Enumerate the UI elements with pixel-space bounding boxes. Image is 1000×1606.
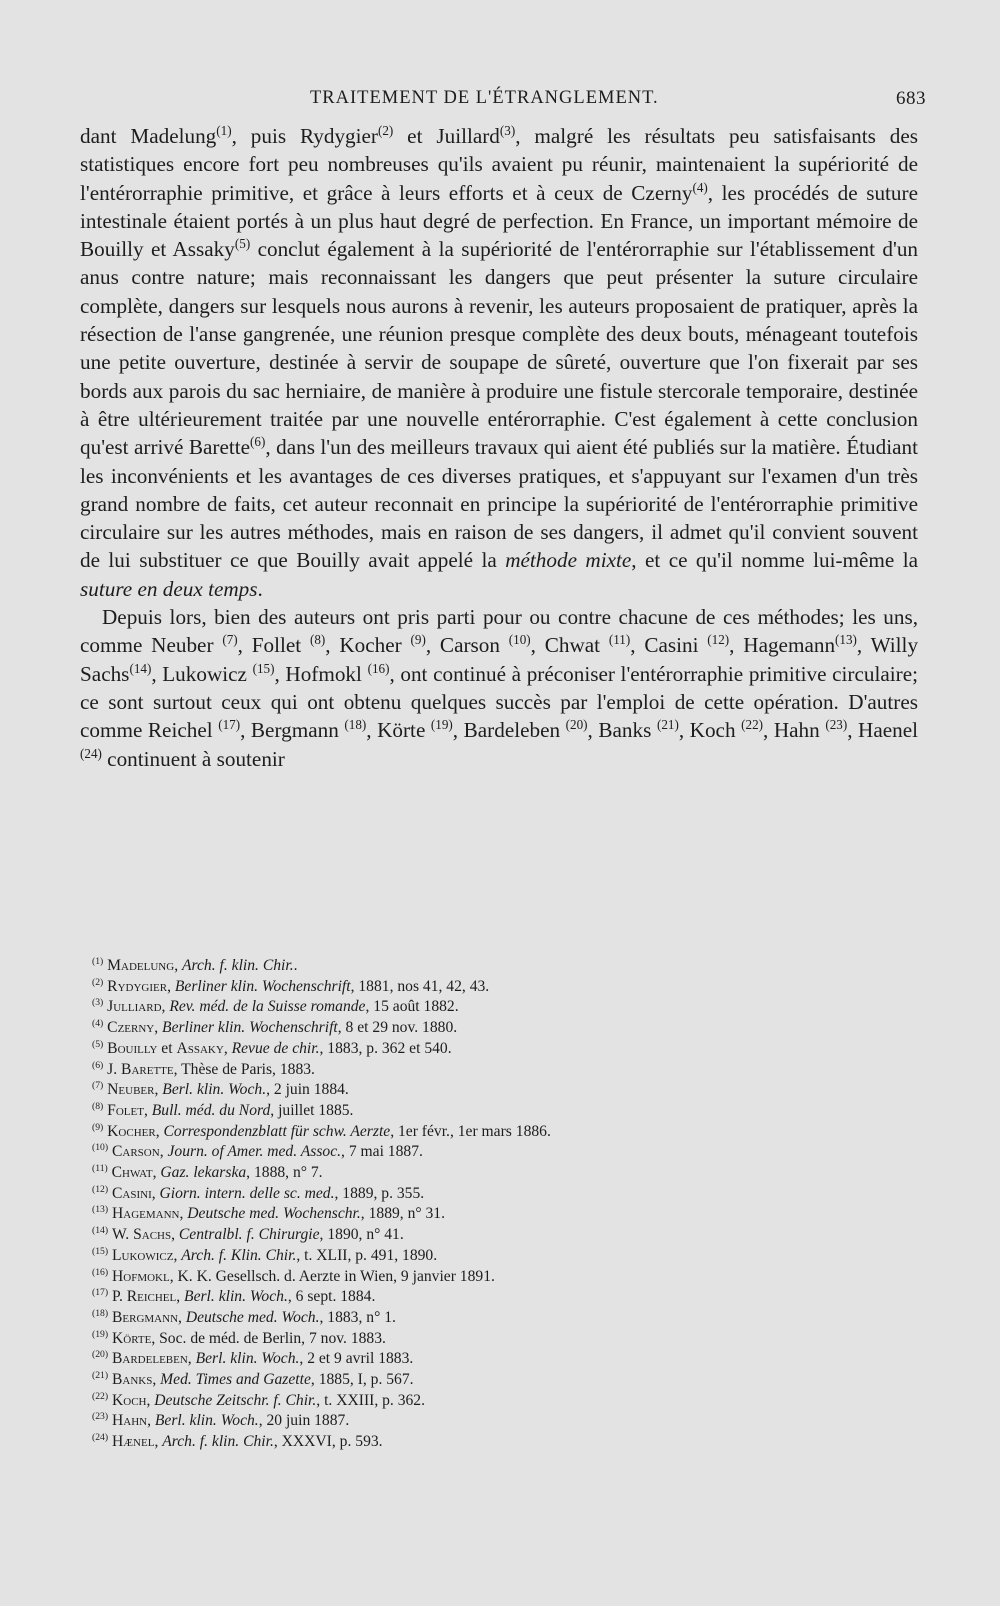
text-run: , les procédés de suture intestinale étaient portés à un plus haut degré de perfection. En France, un important mémoire de Bouilly et Assaky: [80, 180, 918, 262]
footnote-number-value: 2: [95, 976, 101, 988]
footnote-number: (17): [92, 1287, 109, 1299]
text-run: , Hahn: [763, 718, 820, 743]
footnote-4: $^{(4)}$ Czerny, Berliner klin. Wochenschrift, 8 et 29 nov. 1880.: [92, 1017, 458, 1037]
footnote-number: (1): [92, 955, 104, 967]
footnote-number: (21): [92, 1369, 109, 1381]
text-run: , dans l'un des meilleurs travaux qui aient été publiés sur la matière. Étudiant les inconvénients et les avantages de ces diverses pratiques, et s'appuyant sur l'examen d'un très grand nombre de faits, cet auteur reconnait en principe la supériorité de l'entérorraphie primitive circulaire sur les autres méthodes, mais en raison de ses dangers, il admet qu'il convient souvent de lui substituer ce que Bouilly avait appelé la: [80, 435, 918, 573]
text-run: , Kocher: [325, 633, 402, 658]
footnote-ref: (9): [410, 632, 426, 648]
footnote-journal: Centralbl. f. Chirurgie: [178, 1226, 320, 1244]
page-number: 683: [896, 88, 926, 109]
footnote-author: Körte: [112, 1329, 152, 1347]
footnote-17: $^{(17)}$ P. Reichel, Berl. klin. Woch., 6 sept. 1884.: [92, 1287, 376, 1306]
footnote-details: , 8 et 29 nov. 1880.: [337, 1019, 458, 1037]
text-run: , Carson: [425, 633, 500, 658]
footnote-details: , 1883, p. 362 et 540.: [319, 1039, 452, 1057]
footnote-ref: (3): [499, 122, 516, 138]
text-run: et Juillard: [393, 124, 500, 148]
footnote-author: Czerny: [107, 1019, 155, 1037]
footnote-journal: Berl. klin. Woch.: [184, 1288, 288, 1306]
footnote-number: (6): [92, 1059, 104, 1071]
footnote-2: $^{(2)}$ Rydygier, Berliner klin. Wochenschrift, 1881, nos 41, 42, 43.: [92, 976, 490, 995]
footnote-number: (9): [92, 1121, 104, 1133]
footnote-details: , 1889, n° 31.: [360, 1205, 446, 1223]
footnote-number-value: 5: [95, 1038, 101, 1050]
footnote-journal: Berliner klin. Wochenschrift: [162, 1019, 338, 1037]
footnote-3: $^{(3)}$ Julliard, Rev. méd. de la Suisse romande, 15 août 1882.: [92, 997, 459, 1016]
footnote-author: Casini: [112, 1184, 152, 1202]
footnote-author: Lukowicz: [112, 1246, 174, 1264]
footnote-11: $^{(11)}$ Chwat, Gaz. lekarska, 1888, n° 7.: [92, 1162, 323, 1182]
text-run: Depuis lors, bien des auteurs ont pris parti pour ou contre chacune de ces méthodes; les uns, comme Neuber: [80, 605, 918, 658]
footnote-number-value: 21: [95, 1369, 105, 1381]
footnote-number: (15): [92, 1245, 109, 1257]
footnote-ref: (18): [344, 717, 367, 733]
footnote-details: , K. K. Gesellsch. d. Aerzte in Wien, 9 janvier 1891.: [169, 1267, 495, 1285]
text-run: dant Madelung: [80, 124, 217, 148]
footnote-number-value: 20: [95, 1349, 105, 1361]
footnote-author: Hænel: [112, 1433, 155, 1451]
footnote-21: $^{(21)}$ Banks, Med. Times and Gazette, 1885, I, p. 567.: [92, 1369, 414, 1389]
footnote-ref: (11): [608, 632, 631, 648]
footnote-14: $^{(14)}$ W. Sachs, Centralbl. f. Chirurgie, 1890, n° 41.: [92, 1224, 404, 1244]
footnote-ref: (24): [80, 745, 102, 761]
footnote-ref: (7): [222, 632, 238, 648]
footnote-journal: Bull. méd. du Nord: [151, 1101, 271, 1119]
footnote-author: Rydygier: [107, 977, 168, 995]
footnote-details: , t. XXIII, p. 362.: [316, 1391, 426, 1409]
footnote-number-value: 16: [95, 1266, 105, 1278]
footnote-ref: (6): [250, 434, 266, 450]
footnote-number-value: 23: [95, 1411, 105, 1423]
footnote-ref: (22): [741, 717, 763, 733]
footnote-number-value: 12: [95, 1183, 105, 1195]
text-run: , Haenel: [847, 718, 919, 743]
footnote-author: Kocher: [107, 1122, 156, 1140]
text-run: , Hagemann: [729, 633, 836, 658]
text-run: , Bergmann: [240, 718, 339, 743]
text-run: , puis Rydygier: [231, 124, 378, 148]
footnote-author: Bouilly: [107, 1039, 158, 1057]
footnote-author: Bardeleben: [112, 1350, 188, 1368]
footnote-journal: Deutsche med. Woch.: [185, 1308, 320, 1326]
footnote-details: , 1er févr., 1er mars 1886.: [390, 1122, 551, 1140]
footnote-details: , t. XLII, p. 491, 1890.: [296, 1246, 438, 1264]
footnote-13: $^{(13)}$ Hagemann, Deutsche med. Wochenschr., 1889, n° 31.: [92, 1204, 446, 1223]
footnote-author: Madelung: [107, 957, 175, 974]
italic-term: méthode mixte: [505, 548, 632, 573]
footnote-number-value: 6: [95, 1059, 101, 1071]
text-run: , Casini: [630, 633, 699, 658]
footnote-details: , 7 mai 1887.: [341, 1143, 423, 1161]
paragraph-2: [80, 603, 918, 773]
footnote-author: Hahn: [112, 1412, 148, 1430]
footnote-19: [92, 1329, 852, 1350]
footnote-ref: (2): [377, 122, 394, 138]
footnote-number-value: 10: [95, 1142, 105, 1154]
footnote-ref: (8): [309, 632, 326, 648]
running-head: [80, 88, 926, 118]
footnote-1: $^{(1)}$ Madelung, Arch. f. klin. Chir..: [92, 955, 298, 974]
footnote-22: $^{(22)}$ Koch, Deutsche Zeitschr. f. Chir., t. XXIII, p. 362.: [92, 1390, 426, 1409]
footnote-ref: (13): [835, 632, 857, 648]
footnote-number-value: 15: [95, 1245, 105, 1257]
footnote-details: , 1883, n° 1.: [319, 1308, 396, 1326]
footnote-9: $^{(9)}$ Kocher, Correspondenzblatt für schw. Aerzte, 1er févr., 1er mars 1886.: [92, 1121, 551, 1140]
footnote-number: (8): [92, 1100, 104, 1112]
footnote-details: , Thèse de Paris, 1883.: [173, 1060, 315, 1078]
footnote-author: Folet: [107, 1101, 144, 1119]
footnote-number-value: 11: [95, 1162, 105, 1174]
footnote-number: (7): [92, 1080, 104, 1092]
footnote-ref: (15): [252, 660, 275, 676]
footnote-journal: Gaz. lekarska: [160, 1164, 247, 1182]
footnote-number-value: 22: [95, 1390, 105, 1402]
text-run: .: [257, 576, 263, 601]
footnote-number: (18): [92, 1307, 109, 1319]
footnote-details: , XXXVI, p. 593.: [273, 1433, 383, 1451]
footnote-ref: (12): [707, 632, 730, 648]
footnote-details: , 1888, n° 7.: [246, 1164, 323, 1182]
footnote-author: J. Barette: [107, 1060, 174, 1078]
footnote-journal: Berl. klin. Woch.: [162, 1081, 267, 1099]
footnote-details: , 2 et 9 avril 1883.: [299, 1350, 414, 1368]
text-run: , Banks: [587, 718, 652, 743]
footnote-number: (23): [92, 1411, 109, 1423]
footnote-number-value: 7: [95, 1080, 101, 1092]
footnote-details: , 20 juin 1887.: [258, 1412, 350, 1430]
footnote-number-value: 1: [95, 955, 101, 967]
footnote-details: , 1881, nos 41, 42, 43.: [350, 977, 490, 995]
footnote-number-value: 9: [95, 1121, 101, 1133]
footnote-20: $^{(20)}$ Bardeleben, Berl. klin. Woch., 2 et 9 avril 1883.: [92, 1349, 414, 1368]
footnote-ref: (16): [367, 660, 390, 676]
footnote-journal: Journ. of Amer. med. Assoc.: [167, 1143, 342, 1161]
footnote-16: [92, 1267, 852, 1288]
footnote-details: , juillet 1885.: [270, 1101, 354, 1119]
footnote-number: (13): [92, 1204, 109, 1216]
footnote-number: (5): [92, 1038, 104, 1050]
footnote-number-value: 8: [95, 1100, 101, 1112]
footnote-ref: (19): [430, 717, 453, 733]
footnote-number: (3): [92, 997, 104, 1009]
footnote-number: (10): [92, 1142, 109, 1154]
text-run: , Koch: [678, 718, 736, 743]
footnote-number: (19): [92, 1328, 109, 1340]
footnote-number: (4): [92, 1017, 104, 1029]
footnote-details: , 1890, n° 41.: [319, 1226, 404, 1244]
footnote-journal: Arch. f. klin. Chir.: [182, 957, 294, 974]
text-run: , et ce qu'il nomme lui-même la: [631, 548, 918, 573]
footnote-author: Carson: [112, 1143, 160, 1161]
footnote-number-value: 4: [95, 1017, 101, 1029]
footnote-journal: Revue de chir.: [231, 1039, 320, 1057]
footnote-author: Chwat: [111, 1164, 153, 1182]
footnote-number: (16): [92, 1266, 109, 1278]
footnote-author: Hagemann: [112, 1205, 180, 1223]
main-text: [80, 122, 918, 773]
footnote-23: $^{(23)}$ Hahn, Berl. klin. Woch., 20 juin 1887.: [92, 1411, 350, 1430]
footnote-24: $^{(24)}$ Hænel, Arch. f. klin. Chir., XXXVI, p. 593.: [92, 1431, 383, 1451]
footnote-ref: (10): [508, 632, 531, 648]
footnote-journal: Giorn. intern. delle sc. med.: [159, 1184, 335, 1202]
footnote-number: (22): [92, 1390, 109, 1402]
footnote-number: (11): [92, 1162, 108, 1174]
footnote-journal: Med. Times and Gazette: [160, 1371, 311, 1389]
footnote-number-value: 3: [95, 997, 101, 1009]
text-run: , Hofmokl: [274, 661, 362, 686]
footnote-15: $^{(15)}$ Lukowicz, Arch. f. Klin. Chir., t. XLII, p. 491, 1890.: [92, 1245, 438, 1264]
footnote-ref: (21): [656, 717, 679, 733]
footnote-details: , 15 août 1882.: [365, 998, 459, 1016]
footnote-number-value: 14: [95, 1224, 105, 1236]
footnote-journal: Berliner klin. Wochenschrift: [174, 977, 351, 995]
text-run: continuent à soutenir: [101, 746, 285, 771]
footnote-number-value: 13: [95, 1204, 105, 1216]
text-run: , malgré les résultats peu satisfaisants des statistiques encore fort peu nombreuses qu'ils avaient pu réunir, maintenaient la supériorité de l'entérorraphie primitive, et grâce à leurs efforts et à ceux de Czerny: [80, 124, 918, 205]
footnote-ref: (5): [234, 236, 251, 252]
footnote-number: (20): [92, 1349, 109, 1361]
footnote-details: , 1889, p. 355.: [334, 1184, 425, 1202]
footnote-8: $^{(8)}$ Folet, Bull. méd. du Nord, juillet 1885.: [92, 1100, 354, 1119]
footnote-author: Julliard: [107, 998, 162, 1016]
text-run: conclut également à la supériorité de l'entérorraphie sur l'établissement d'un anus contre nature; mais reconnaissant les dangers que peut présenter la suture circulaire complète, dangers sur lesquels nous aurons à revenir, les auteurs proposaient de pratiquer, après la résection de l'anse gangrenée, une réunion presque complète des deux bouts, ménageant toutefois une petite ouverture, destinée à servir de soupape de sûreté, ouverture que l'on fixerait par ses bords aux parois du sac herniaire, de manière à produire une fistule stercorale temporaire, destinée à être ultérieurement traitée par une nouvelle entérorraphie. C'est également à cette conclusion qu'est arrivé Barette: [80, 237, 919, 460]
footnote-18: $^{(18)}$ Bergmann, Deutsche med. Woch., 1883, n° 1.: [92, 1307, 396, 1326]
footnote-journal: Berl. klin. Woch.: [195, 1350, 300, 1368]
footnote-number-value: 18: [95, 1307, 105, 1319]
footnote-number-value: 17: [95, 1287, 105, 1299]
footnote-journal: Correspondenzblatt für schw. Aerzte: [163, 1122, 391, 1140]
footnote-journal: Deutsche Zeitschr. f. Chir.: [154, 1391, 317, 1409]
footnote-number-value: 19: [95, 1328, 105, 1340]
footnote-details: , Soc. de méd. de Berlin, 7 nov. 1883.: [151, 1329, 386, 1347]
footnote-ref: (20): [565, 717, 588, 733]
italic-term: suture en deux temps: [80, 576, 258, 601]
footnotes: [92, 956, 852, 1453]
footnote-number: (2): [92, 976, 104, 988]
footnote-ref: (4): [692, 179, 708, 195]
text-run: , Follet: [237, 633, 302, 658]
paragraph-1: [80, 122, 918, 603]
footnote-ref: (17): [218, 717, 241, 733]
text-run: , ont continué à préconiser l'entérorraphie primitive circulaire; ce sont surtout ceux qui ont obtenu quelques succès par l'emploi de cette opération. D'autres comme Reichel: [80, 661, 918, 743]
footnote-6: [92, 1060, 852, 1081]
footnote-journal: Berl. klin. Woch.: [154, 1412, 259, 1430]
footnote-details: , 1885, I, p. 567.: [310, 1371, 414, 1389]
footnote-journal: Arch. f. klin. Chir.: [162, 1433, 274, 1451]
footnote-7: $^{(7)}$ Neuber, Berl. klin. Woch., 2 juin 1884.: [92, 1080, 349, 1099]
footnote-journal: Arch. f. Klin. Chir.: [181, 1246, 297, 1264]
text-run: , Körte: [366, 718, 426, 743]
text-run: , Willy Sachs: [80, 633, 919, 686]
footnote-journal: Rev. méd. de la Suisse romande: [169, 998, 366, 1016]
footnote-number: (14): [92, 1224, 109, 1236]
running-head-title: TRAITEMENT DE L'ÉTRANGLEMENT.: [310, 88, 659, 108]
footnote-author: Hofmokl: [112, 1267, 170, 1285]
footnote-number: (12): [92, 1183, 109, 1195]
footnote-ref: (23): [825, 717, 848, 733]
footnote-details: , 6 sept. 1884.: [287, 1288, 376, 1306]
text-run: , Bardeleben: [452, 718, 561, 743]
footnote-author: W. Sachs: [112, 1226, 172, 1244]
footnote-connector: et: [157, 1039, 177, 1057]
footnote-12: $^{(12)}$ Casini, Giorn. intern. delle sc. med., 1889, p. 355.: [92, 1183, 425, 1202]
footnote-author: Assaky: [176, 1039, 224, 1057]
footnote-author: Neuber: [107, 1081, 155, 1099]
footnote-author: Bergmann: [112, 1308, 179, 1326]
footnote-5: $^{(5)}$ Bouilly et Assaky, Revue de chir., 1883, p. 362 et 540.: [92, 1038, 452, 1057]
footnote-number: (24): [92, 1431, 109, 1443]
footnote-details: , 2 juin 1884.: [266, 1081, 349, 1099]
footnote-ref: (1): [216, 122, 232, 138]
footnote-author: P. Reichel: [112, 1288, 177, 1306]
footnote-author: Koch: [112, 1391, 147, 1409]
footnote-number-value: 24: [95, 1431, 105, 1443]
footnote-ref: (14): [129, 660, 152, 676]
footnote-author: Banks: [112, 1371, 153, 1389]
text-run: , Chwat: [530, 633, 601, 658]
footnote-journal: Deutsche med. Wochenschr.: [187, 1205, 361, 1223]
text-run: , Lukowicz: [151, 661, 247, 686]
footnote-10: $^{(10)}$ Carson, Journ. of Amer. med. Assoc., 7 mai 1887.: [92, 1142, 423, 1161]
